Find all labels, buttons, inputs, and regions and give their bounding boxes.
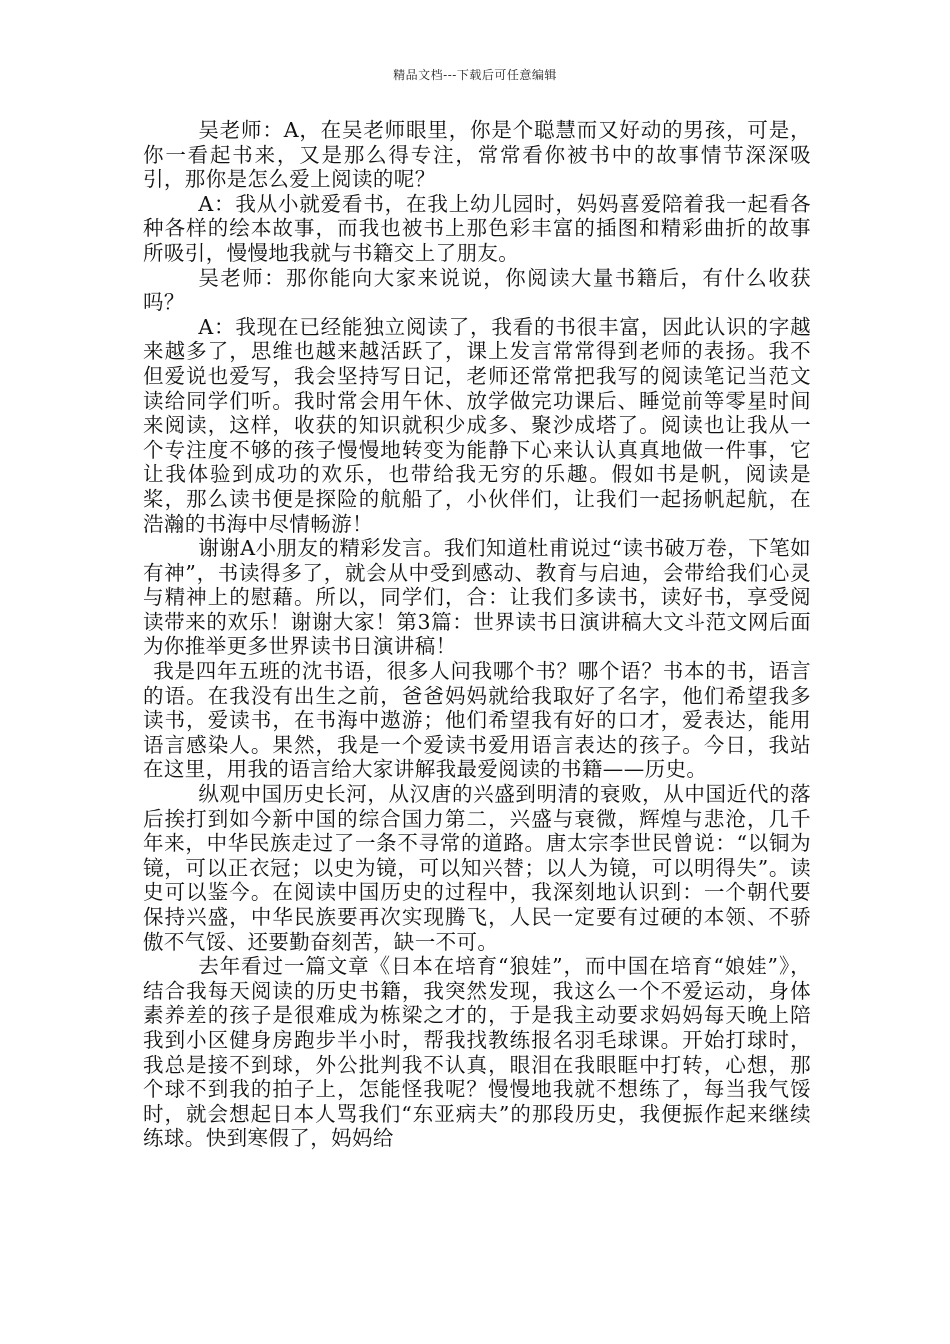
paragraph-student-answer-1: A：我从小就爱看书，在我上幼儿园时，妈妈喜爱陪着我一起看各种各样的绘本故事，而我也被书上那色彩丰富的插图和精彩曲折的故事所吸引，慢慢地我就与书籍交上了朋友。 xyxy=(143,191,811,265)
document-body xyxy=(143,118,811,1151)
paragraph-personal-story: 去年看过一篇文章《日本在培育“狼娃”，而中国在培育“娘娃”》，结合我每天阅读的历史书籍，我突然发现，我这么一个不爱运动，身体素养差的孩子是很难成为栋梁之才的，于是我主动要求妈妈每天晚上陪我到小区健身房跑步半小时，帮我找教练报名羽毛球课。开始打球时，我总是接不到球，外公批判我不认真，眼泪在我眼眶中打转，心想，那个球不到我的拍子上，怎能怪我呢？慢慢地我就不想练了，每当我气馁时，就会想起日本人骂我们“东亚病夫”的那段历史，我便振作起来继续练球。快到寒假了，妈妈给 xyxy=(143,954,811,1151)
paragraph-teacher-question-1: 吴老师：A，在吴老师眼里，你是个聪慧而又好动的男孩，可是，你一看起书来，又是那么得专注，常常看你被书中的故事情节深深吸引，那你是怎么爱上阅读的呢？ xyxy=(143,118,811,192)
page-header: 精品文档---下载后可任意编辑 xyxy=(393,68,557,82)
paragraph-history-overview: 纵观中国历史长河，从汉唐的兴盛到明清的衰败，从中国近代的落后挨打到如今新中国的综合国力第二，兴盛与衰微，辉煌与悲沧，几千年来，中华民族走过了一条不寻常的道路。唐太宗李世民曾说：“以铜为镜，可以正衣冠；以史为镜，可以知兴替；以人为镜，可以明得失”。读史可以鉴今。在阅读中国历史的过程中，我深刻地认识到：一个朝代要保持兴盛，中华民族要再次实现腾飞，人民一定要有过硬的本领、不骄傲不气馁、还要勤奋刻苦，缺一不可。 xyxy=(143,782,811,954)
paragraph-closing-remarks: 谢谢A小朋友的精彩发言。我们知道杜甫说过“读书破万卷，下笔如有神”，书读得多了，就会从中受到感动、教育与启迪，会带给我们心灵与精神上的慰藉。所以，同学们，合：让我们多读书，读好书，享受阅读带来的欢乐！谢谢大家！第3篇：世界读书日演讲稿大文斗范文网后面为你推举更多世界读书日演讲稿！ xyxy=(143,536,811,659)
paragraph-teacher-question-2: 吴老师：那你能向大家来说说，你阅读大量书籍后，有什么收获吗？ xyxy=(143,265,811,315)
paragraph-student-answer-2: A：我现在已经能独立阅读了，我看的书很丰富，因此认识的字越来越多了，思维也越来越活跃了，课上发言常常得到老师的表扬。我不但爱说也爱写，我会坚持写日记，老师还常常把我写的阅读笔记当范文读给同学们听。我时常会用午休、放学做完功课后、睡觉前等零星时间来阅读，这样，收获的知识就积少成多、聚沙成塔了。阅读也让我从一个专注度不够的孩子慢慢地转变为能静下心来认认真真地做一件事，它让我体验到成功的欢乐，也带给我无穷的乐趣。假如书是帆，阅读是桨，那么读书便是探险的航船了，小伙伴们，让我们一起扬帆起航，在浩瀚的书海中尽情畅游！ xyxy=(143,314,811,536)
paragraph-speech-intro: 我是四年五班的沈书语，很多人问我哪个书？哪个语？书本的书，语言的语。在我没有出生之前，爸爸妈妈就给我取好了名字，他们希望我多读书，爱读书，在书海中遨游；他们希望我有好的口才，爱表达，能用语言感染人。果然，我是一个爱读书爱用语言表达的孩子。今日，我站在这里，用我的语言给大家讲解我最爱阅读的书籍——历史。 xyxy=(143,659,811,782)
